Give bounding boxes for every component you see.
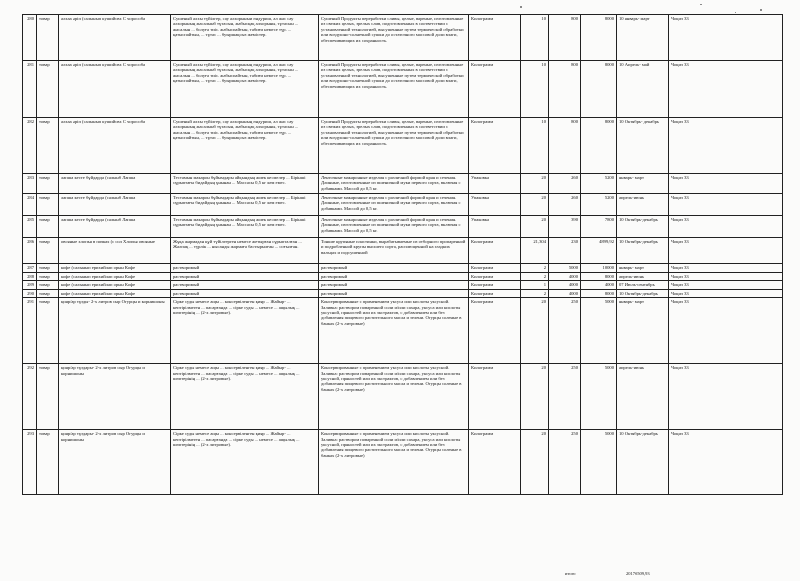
cell-type: товар — [37, 273, 59, 281]
cell-place: Чоқиэ 33 — [669, 216, 783, 238]
cell-sum: 4899,92 — [581, 238, 617, 264]
cell-name: қияр/ар тұздары- 2-х литров сыр Огурцы и корнишоны — [59, 364, 171, 430]
table-row — [23, 430, 783, 495]
cell-qty: 20 — [521, 364, 549, 430]
cell-name: лапша кесте бұйдарда (салынб Лапша — [59, 216, 171, 238]
table-row — [23, 298, 783, 364]
cell-qty: 20 — [521, 298, 549, 364]
cell-num: 284 — [23, 194, 37, 216]
cell-num: 293 — [23, 430, 37, 495]
cell-type: товар — [37, 298, 59, 364]
cell-ru: Ленточные макаронные изделия с различной формой края и сечения. Длинные, изготовленные из пшеничной муки первого сорта, включая с добавками. Массой до 0,5 кг. — [319, 194, 469, 216]
cell-type: товар — [37, 61, 59, 118]
cell-time: апрель-июнь — [617, 194, 669, 216]
cell-sum: 5000 — [581, 430, 617, 495]
cell-name: алхаа әріп (салынып кушийсвх С чорособа — [59, 118, 171, 174]
table-row — [23, 281, 783, 289]
cell-sum: 8000 — [581, 273, 617, 281]
cell-kz: Сушеный алхы түйілгер, сау алхорының өндуриш, ал жас сау алхорының жасалынб тұтасын, жабысқақ алхорыны, тұтасын ... жасалын ... болуға тиіс. жабыспайтын, табиғи немесе түр. ... қатыспайтын, ... тұтас ... буыршақсыз жемістер. — [171, 61, 319, 118]
cell-kz: Тестамын макарон бұйымдары айқындың жиек кесмелер ... Бірінші сұрыптағы бидайдың ұнынан ... Массасы 0,5 кг кем емес. — [171, 216, 319, 238]
cell-unit: Килограмм — [469, 15, 521, 61]
cell-place: Чоқиэ 33 — [669, 264, 783, 273]
cell-name: кофе (салынып ерихийлап орын Кофе — [59, 281, 171, 289]
cell-unit: Упаковка — [469, 174, 521, 194]
cell-num: 286 — [23, 238, 37, 264]
cell-ru: Консервированные с применением уксуса или кислоты уксусной. Заливка: раствором поваренной соли и/или сахара, уксуса или кислоты уксусной, пряностей или их экстрактов, с добавлением или без добавления пищевого растительного масла и зелени. Огурцы соленые в банках (2-х литровые) — [319, 298, 469, 364]
cell-type: товар — [37, 430, 59, 495]
cell-sum: 8000 — [581, 289, 617, 297]
cell-kz: Сірке суды немесе ащы ... консервіленген қияр ... Жайыр- ... кептірілмеген ... пасарғанда ... сірке суды ... немесе ... ащылық ... шөптерінің ... (2-х литровые). — [171, 298, 319, 364]
cell-time: 10 январь- март — [617, 15, 669, 61]
cell-place: Чоқиэ 33 — [669, 118, 783, 174]
cell-qty: 20 — [521, 430, 549, 495]
cell-unit: Килограмм — [469, 238, 521, 264]
cell-sum: 10000 — [581, 264, 617, 273]
cell-price: 230 — [549, 238, 581, 264]
cell-num: 280 — [23, 15, 37, 61]
cell-time: 10 Октябрь-декабрь — [617, 289, 669, 297]
cell-time: 10 Октябрь-декабрь — [617, 216, 669, 238]
cell-name: алхаа әріп (салынып кушийсвх С чорособа — [59, 61, 171, 118]
cell-time: 10 Октябрь- декабрь — [617, 118, 669, 174]
cell-qty: 2 — [521, 273, 549, 281]
cell-price: 800 — [549, 15, 581, 61]
table-row — [23, 15, 783, 61]
cell-time: 07 Июль-сентябрь — [617, 281, 669, 289]
cell-sum: 5000 — [581, 364, 617, 430]
cell-type: товар — [37, 118, 59, 174]
cell-qty: 1 — [521, 281, 549, 289]
cell-name: қияр/ар тұздары- 2-х литров сыр Огурцы и корнишоны — [59, 430, 171, 495]
scan-noise — [520, 6, 522, 8]
cell-price: 4000 — [549, 273, 581, 281]
cell-qty: 2 — [521, 264, 549, 273]
cell-type: товар — [37, 281, 59, 289]
cell-time: январь- март — [617, 264, 669, 273]
cell-ru: Консервированные с применением уксуса или кислоты уксусной. Заливка: раствором поваренной соли и/или сахара, уксуса или кислоты уксусной, пряностей или их экстрактов, с добавлением или без добавления пищевого растительного масла и зелени. Огурцы соленые в банках (2-х литровые) — [319, 430, 469, 495]
cell-ru: растворимый — [319, 273, 469, 281]
cell-name: кофе (салынып ерихийлап орын Кофе — [59, 264, 171, 273]
cell-price: 390 — [549, 216, 581, 238]
cell-unit: Упаковка — [469, 194, 521, 216]
cell-ru: Ленточные макаронные изделия с различной формой края и сечения. Длинные, изготовленные из пшеничной муки первого сорта, включая с добавками. Массой до 0,5 кг. — [319, 174, 469, 194]
cell-kz: растворимый — [171, 281, 319, 289]
cell-sum: 8000 — [581, 15, 617, 61]
cell-type: товар — [37, 174, 59, 194]
cell-place: Чоқиэ 33 — [669, 194, 783, 216]
cell-price: 250 — [549, 364, 581, 430]
cell-kz: Сірке суды немесе ащы ... консервіленген қияр ... Жайыр- ... кептірілмеген ... пасарғанда ... сірке суды ... немесе ... ащылық ... шөптерінің ... (2-х литровые). — [171, 430, 319, 495]
cell-name: лапша кесте бұйдарда (салынб Лапша — [59, 174, 171, 194]
cell-num: 290 — [23, 289, 37, 297]
cell-unit: Килограмм — [469, 364, 521, 430]
cell-unit: Килограмм — [469, 273, 521, 281]
cell-price: 250 — [549, 298, 581, 364]
cell-kz: растворимый — [171, 289, 319, 297]
table-row — [23, 194, 783, 216]
cell-ru: Сушеный Продукты переработки сливы, целые, вареные, изготовленные из свежих целых, зрелых слив, подготовленных в соответствии с установленной технологией, высушенные путем термической обработки или воздушно-солнечной сушки до остаточного массовой доли влаги, обеспечивающих их сохранность. — [319, 118, 469, 174]
cell-place: Чоқиэ 33 — [669, 238, 783, 264]
cell-kz: Тестамын макарон бұйымдары айқындың жиек кесмелер ... Бірінші сұрыптағы бидайдың ұнынан ... Массасы 0,5 кг кем емес. — [171, 194, 319, 216]
scan-noise — [700, 4, 702, 5]
cell-ru: Ленточные макаронные изделия с различной формой края и сечения. Длинные, изготовленные из пшеничной муки первого сорта, включая с добавками. Массой до 0,5 кг. — [319, 216, 469, 238]
cell-num: 282 — [23, 118, 37, 174]
cell-price: 4000 — [549, 281, 581, 289]
cell-num: 288 — [23, 273, 37, 281]
cell-name: кофе (салынып ерихийлап орын Кофе — [59, 273, 171, 281]
cell-place: Чоқиэ 33 — [669, 273, 783, 281]
cell-place: Чоқиэ 33 — [669, 430, 783, 495]
cell-time: 10 Октябрь-декабрь — [617, 238, 669, 264]
cell-sum: 8000 — [581, 118, 617, 174]
cell-sum: 7800 — [581, 216, 617, 238]
cell-price: 5000 — [549, 264, 581, 273]
cell-name: кофе (салынып ерихийлап орын Кофе — [59, 289, 171, 297]
cell-price: 4000 — [549, 289, 581, 297]
cell-type: товар — [37, 289, 59, 297]
total-amount: 2017б509,93 — [626, 571, 650, 576]
total-label: итого — [565, 571, 576, 576]
cell-unit: Килограмм — [469, 298, 521, 364]
cell-price: 250 — [549, 430, 581, 495]
cell-place: Чоқиэ 33 — [669, 281, 783, 289]
cell-num: 283 — [23, 174, 37, 194]
cell-ru: Сушеный Продукты переработки сливы, целые, вареные, изготовленные из свежих целых, зрелых слив, подготовленных в соответствии с установленной технологией, высушенные путем термической обработки или воздушно-солнечной сушки до остаточного массовой доли влаги, обеспечивающих их сохранность. — [319, 15, 469, 61]
cell-type: товар — [37, 216, 59, 238]
cell-kz: растворимый — [171, 273, 319, 281]
cell-ru: растворимый — [319, 264, 469, 273]
cell-unit: Килограмм — [469, 118, 521, 174]
cell-qty: 10 — [521, 61, 549, 118]
cell-num: 291 — [23, 298, 37, 364]
cell-name: қияр/ар тұзды- 2-х литров сыр Огурцы и корнишоны — [59, 298, 171, 364]
table-row — [23, 264, 783, 273]
cell-place: Чоқиэ 33 — [669, 364, 783, 430]
cell-time: апрель-июнь — [617, 273, 669, 281]
cell-time: 10 Октябрь-декабрь — [617, 430, 669, 495]
cell-qty: 20 — [521, 174, 549, 194]
cell-kz: растворимый — [171, 264, 319, 273]
cell-unit: Килограмм — [469, 289, 521, 297]
cell-name: лапша кесте бұйдарда (салынб Лапша — [59, 194, 171, 216]
cell-num: 281 — [23, 61, 37, 118]
cell-price: 800 — [549, 61, 581, 118]
cell-num: 289 — [23, 281, 37, 289]
cell-type: товар — [37, 15, 59, 61]
cell-qty: 21,304 — [521, 238, 549, 264]
cell-qty: 20 — [521, 194, 549, 216]
table-row — [23, 289, 783, 297]
cell-ru: растворимый — [319, 281, 469, 289]
cell-qty: 20 — [521, 216, 549, 238]
cell-num: 292 — [23, 364, 37, 430]
cell-time: 10 Апрель- май — [617, 61, 669, 118]
cell-ru: Консервированные с применением уксуса или кислоты уксусной. Заливка: раствором поваренной соли и/или сахара, уксуса или кислоты уксусной, пряностей или их экстрактов, с добавлением или без добавления пищевого растительного масла и зелени. Огурцы соленые в банках (2-х литровые) — [319, 364, 469, 430]
cell-time: январь- март — [617, 298, 669, 364]
cell-unit: Килограмм — [469, 61, 521, 118]
cell-unit: Упаковка — [469, 216, 521, 238]
table-row — [23, 174, 783, 194]
cell-num: 285 — [23, 216, 37, 238]
cell-place: Чоқиэ 33 — [669, 289, 783, 297]
cell-type: товар — [37, 264, 59, 273]
scan-noise — [735, 12, 736, 13]
procurement-table — [22, 14, 783, 495]
cell-ru: растворимый — [319, 289, 469, 297]
cell-unit: Килограмм — [469, 264, 521, 273]
cell-price: 260 — [549, 194, 581, 216]
table-row — [23, 273, 783, 281]
cell-kz: Сушеный алхы түйілгер, сау алхорыныи өндуриш, ал жас сау алхорының жасалынб тұтасын, жабысқақ алхорыны, тұтасын ... жасалын ... болуға тиіс. жабыспайтын, табиғи немесе түр. ... қатыспайтын, ... тұтас ... буыршақсыз жемістер. — [171, 15, 319, 61]
cell-place: Чоқиэ 33 — [669, 298, 783, 364]
cell-price: 260 — [549, 174, 581, 194]
cell-qty: 10 — [521, 118, 549, 174]
cell-sum: 4000 — [581, 281, 617, 289]
cell-place: Чоқиэ 33 — [669, 61, 783, 118]
table-row — [23, 364, 783, 430]
cell-name: алхаа әріп (салынып кушийсвх С чорособа — [59, 15, 171, 61]
cell-type: товар — [37, 364, 59, 430]
cell-ru: Тонкие крупяные пластинки, вырабатываемые из отборного пропаренной и подробленной крупы высшего сорта, расплющенной на гладких вальцах и подсушенной — [319, 238, 469, 264]
table-row — [23, 216, 783, 238]
table-row — [23, 238, 783, 264]
cell-sum: 5000 — [581, 298, 617, 364]
cell-qty: 2 — [521, 289, 549, 297]
cell-place: Чоқиэ 33 — [669, 15, 783, 61]
cell-kz: Сушеный алхы түйілгер, сау алхорының өндуриш, ал жас сау алхорының жасалынб тұтасын, жабысқақ алхорыны, тұтасын ... жасалын ... болуға тиіс. жабыспайтын, табиғи немесе түр. ... қатыспайтын, ... тұтас ... буыршақсыз жемістер. — [171, 118, 319, 174]
cell-kz: Тестамын макарон бұйымдары айқындың жиек кесмелер ... Бірінші сұрыптағы бидайдың ұнынан ... Массасы 0,5 кг кем емес. — [171, 174, 319, 194]
cell-time: январь- март — [617, 174, 669, 194]
cell-sum: 5200 — [581, 194, 617, 216]
cell-unit: Килограмм — [469, 430, 521, 495]
cell-kz: Жұқа жармадан құй түйілгерген немесе жетырған сұрыпталған ... Жалпақ ... түрлік ... нысанды жармаға бастырылған ... соғылған. — [171, 238, 319, 264]
cell-unit: Килограмм — [469, 281, 521, 289]
table-row — [23, 61, 783, 118]
cell-sum: 5200 — [581, 174, 617, 194]
cell-name: овсяные хлопья в пачках (с сол Хлопья овсяные — [59, 238, 171, 264]
cell-num: 287 — [23, 264, 37, 273]
cell-type: товар — [37, 194, 59, 216]
table-row — [23, 118, 783, 174]
scan-noise — [760, 9, 762, 11]
cell-place: Чоқиэ 33 — [669, 174, 783, 194]
cell-kz: Сірке суды немесе ащы ... консервіленген қияр ... Жайыр- ... кептірілмеген ... пасарғанда ... сірке суды ... немесе ... ащылық ... шөптерінің ... (2-х литровые). — [171, 364, 319, 430]
cell-qty: 10 — [521, 15, 549, 61]
cell-time: апрель-июнь — [617, 364, 669, 430]
cell-type: товар — [37, 238, 59, 264]
cell-ru: Сушеный Продукты переработки сливы, целые, вареные, изготовленные из свежих целых, зрелых слив, подготовленных в соответствии с установленной технологией, высушенные путем термической обработки или воздушно-солнечной сушки до остаточного массовой доли влаги, обеспечивающих их сохранность. — [319, 61, 469, 118]
cell-sum: 8000 — [581, 61, 617, 118]
cell-price: 800 — [549, 118, 581, 174]
